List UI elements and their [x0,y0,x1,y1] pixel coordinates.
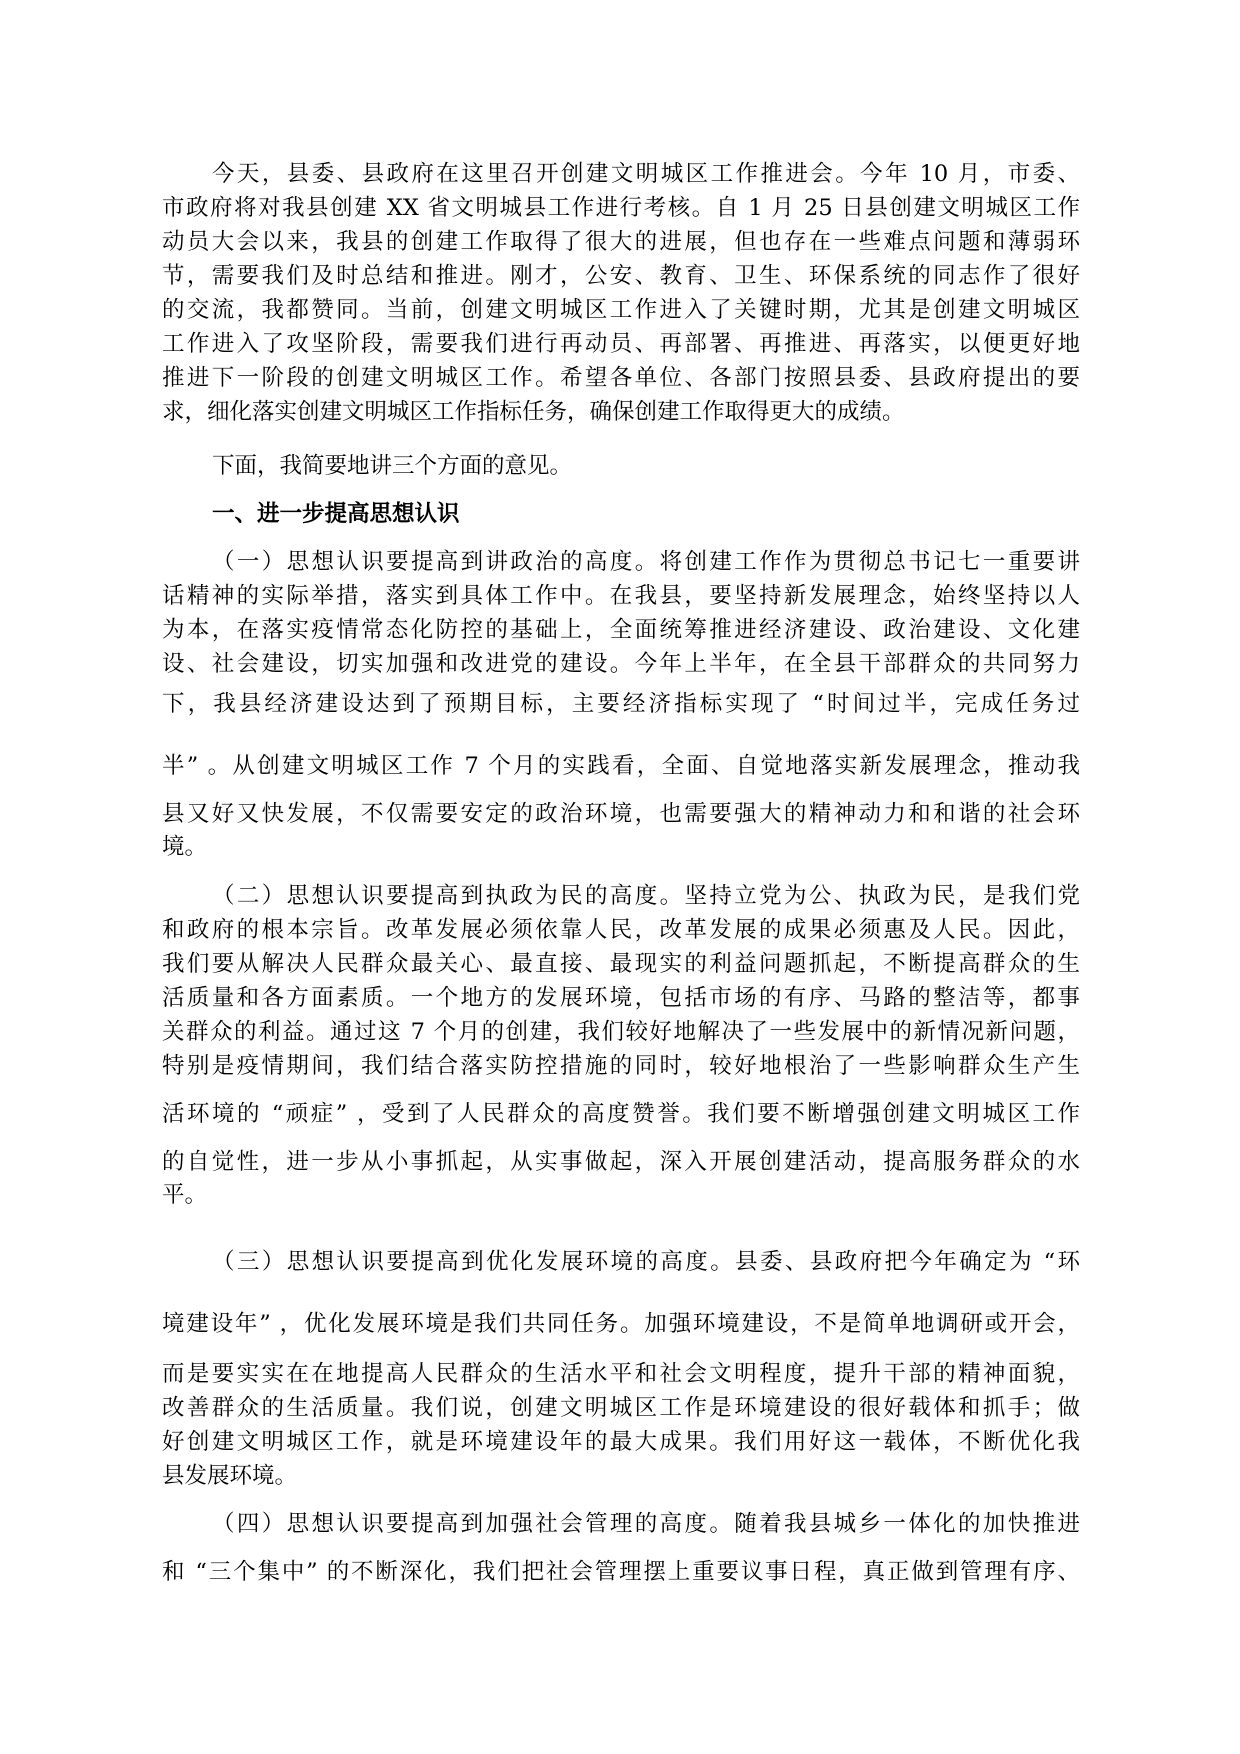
text-line: 工作进入了攻坚阶段，需要我们进行再动员、再部署、再推进、再落实，以便更好地 [162,331,1080,357]
text-line: 而是要实实在在地提高人民群众的生活水平和社会文明程度，提升干部的精神面貌， [162,1361,1080,1387]
text-line: 的自觉性，进一步从小事抓起，从实事做起，深入开展创建活动，提高服务群众的水 [162,1149,1080,1175]
text-line: 平。 [162,1182,208,1208]
text-line: 境建设年” ，优化发展环境是我们共同任务。加强环境建设，不是简单地调研或开会， [162,1311,1080,1337]
text-line: 和政府的根本宗旨。改革发展必须依靠人民，改革发展的成果必须惠及人民。因此， [162,917,1080,943]
text-line: 关群众的利益。通过这 7 个月的创建，我们较好地解决了一些发展中的新情况新问题， [162,1019,1080,1045]
text-line: （二）思想认识要提高到执政为民的高度。坚持立党为公、执政为民，是我们党 [212,883,1080,909]
text-line: 特别是疫情期间，我们结合落实防控措施的同时，较好地根治了一些影响群众生产生 [162,1053,1080,1079]
text-line: 半” 。从创建文明城区工作 7 个月的实践看，全面、自觉地落实新发展理念，推动我 [162,753,1080,779]
text-line: 今天，县委、县政府在这里召开创建文明城区工作推进会。今年 10 月，市委、 [212,161,1080,187]
text-line: 好创建文明城区工作，就是环境建设年的最大成果。我们用好这一载体，不断优化我 [162,1429,1080,1455]
text-line: 市政府将对我县创建 XX 省文明城县工作进行考核。自 1 月 25 日县创建文明城区工作 [162,195,1080,221]
text-line: 改善群众的生活质量。我们说，创建文明城区工作是环境建设的很好载体和抓手；做 [162,1395,1080,1421]
text-line: 境。 [162,834,208,860]
text-line: 我们要从解决人民群众最关心、最直接、最现实的利益问题抓起，不断提高群众的生 [162,951,1080,977]
text-line: （三）思想认识要提高到优化发展环境的高度。县委、县政府把今年确定为 “环 [212,1249,1080,1275]
text-line: 设、社会建设，切实加强和改进党的建设。今年上半年，在全县干部群众的共同努力 [162,651,1080,677]
text-line: 节，需要我们及时总结和推进。刚才，公安、教育、卫生、环保系统的同志作了很好 [162,263,1080,289]
text-line: 县发展环境。 [162,1463,298,1489]
text-line: 的交流，我都赞同。当前，创建文明城区工作进入了关键时期，尤其是创建文明城区 [162,297,1080,323]
text-line: 动员大会以来，我县的创建工作取得了很大的进展，但也存在一些难点问题和薄弱环 [162,229,1080,255]
text-line: 为本，在落实疫情常态化防控的基础上，全面统筹推进经济建设、政治建设、文化建 [162,617,1080,643]
heading-text: 一、进一步提高思想认识 [212,501,460,527]
text-line: 话精神的实际举措，落实到具体工作中。在我县，要坚持新发展理念，始终坚持以人 [162,583,1080,609]
text-line: 活质量和各方面素质。一个地方的发展环境，包括市场的有序、马路的整洁等，都事 [162,985,1080,1011]
text-line: 活环境的 “顽症” ，受到了人民群众的高度赞誉。我们要不断增强创建文明城区工作 [162,1101,1080,1127]
text-line: （一）思想认识要提高到讲政治的高度。将创建工作作为贯彻总书记七一重要讲 [212,549,1080,575]
text-line: 县又好又快发展，不仅需要安定的政治环境，也需要强大的精神动力和和谐的社会环 [162,801,1080,827]
text-line: 下，我县经济建设达到了预期目标，主要经济指标实现了 “时间过半，完成任务过 [162,691,1080,717]
text-line: （四）思想认识要提高到加强社会管理的高度。随着我县城乡一体化的加快推进 [212,1511,1080,1537]
text-line: 和 “三个集中” 的不断深化，我们把社会管理摆上重要议事日程，真正做到管理有序、 [162,1559,1080,1585]
text-line: 推进下一阶段的创建文明城区工作。希望各单位、各部门按照县委、县政府提出的要 [162,365,1080,391]
text-line: 下面，我简要地讲三个方面的意见。 [212,453,573,479]
text-line: 求，细化落实创建文明城区工作指标任务，确保创建工作取得更大的成绩。 [162,399,905,425]
